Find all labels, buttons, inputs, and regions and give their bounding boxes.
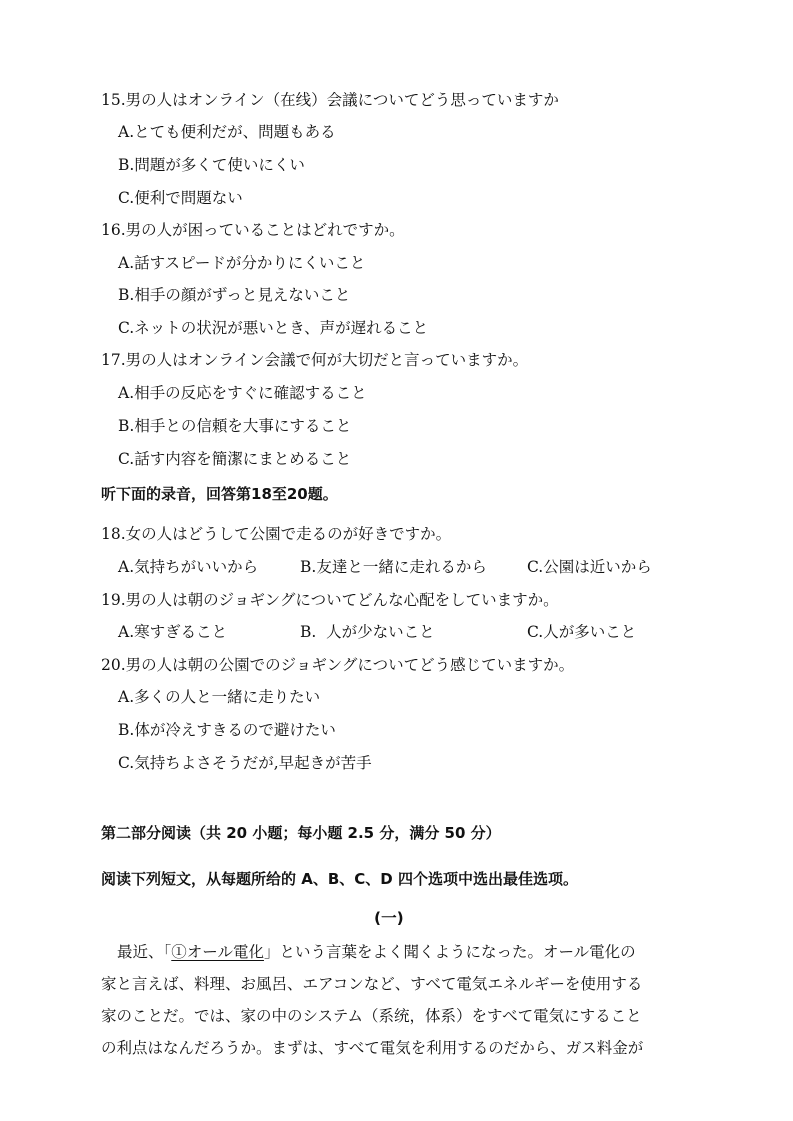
passage-line-2: 家と言えば、料理、お風呂、エアコンなど、すべて電気エネルギーを使用する [101, 975, 643, 993]
q15-option-a: A.とても便利だが、問題もある [118, 123, 336, 141]
q20-option-b: B.体が冷えすきるので避けたい [118, 721, 336, 739]
question-15: 15.男の人はオンライン（在线）会議についてどう思っていますか [101, 91, 559, 109]
instruction-18-20: 听下面的录音，回答第18至20题。 [101, 485, 338, 503]
q17-option-b: B.相手との信頼を大事にすること [118, 417, 352, 435]
question-16: 16.男の人が困っていることはどれですか。 [101, 221, 405, 239]
q19-option-b: B. 人が少ないこと [300, 623, 435, 641]
q17-option-a: A.相手の反応をすぐに確認すること [118, 384, 367, 402]
q20-option-c: C.気持ちよさそうだが,早起きが苦手 [118, 754, 372, 772]
passage-line-1-pre: 最近、「 [117, 943, 172, 961]
q16-option-a: A.話すスピードが分かりにくいこと [118, 254, 366, 272]
question-20: 20.男の人は朝の公園でのジョギングについてどう感じていますか。 [101, 656, 575, 674]
reading-section-title: 第二部分阅读（共 20 小题；每小题 2.5 分，满分 50 分） [101, 824, 501, 842]
q17-option-c: C.話す内容を簡潔にまとめること [118, 450, 352, 468]
underlined-term: ①オール電化 [171, 943, 264, 961]
q15-option-b: B.問題が多くて使いにくい [118, 156, 305, 174]
reading-instruction: 阅读下列短文，从每题所给的 A、B、C、D 四个选项中选出最佳选项。 [101, 870, 578, 888]
q19-option-c: C.人が多いこと [527, 623, 637, 641]
q16-option-c: C.ネットの状況が悪いとき、声が遅れること [118, 319, 429, 337]
q15-option-c: C.便利で問題ない [118, 189, 243, 207]
passage-line-4: の利点はなんだろうか。まずは、すべて電気を利用するのだから、ガス料金が [101, 1039, 644, 1057]
passage-line-1-post: 」という言葉をよく聞くようになった。オール電化の [263, 943, 636, 961]
q19-option-a: A.寒すぎること [118, 623, 228, 641]
q20-option-a: A.多くの人と一緒に走りたい [118, 688, 321, 706]
passage-line-3: 家のことだ。では、家の中のシステム（系统，体系）をすべて電気にすること [101, 1007, 642, 1025]
q18-option-c: C.公園は近いから [527, 558, 652, 576]
question-19: 19.男の人は朝のジョギングについてどんな心配をしていますか。 [101, 591, 559, 609]
question-18: 18.女の人はどうして公園で走るのが好きですか。 [101, 525, 452, 543]
q18-option-a: A.気持ちがいいから [118, 558, 259, 576]
question-17: 17.男の人はオンライン会議で何が大切だと言っていますか。 [101, 351, 529, 369]
q16-option-b: B.相手の顔がずっと見えないこと [118, 286, 351, 304]
passage-line-1 [117, 941, 702, 963]
q18-option-b: B.友達と一緒に走れるから [300, 558, 487, 576]
passage-number: (一) [374, 909, 404, 927]
